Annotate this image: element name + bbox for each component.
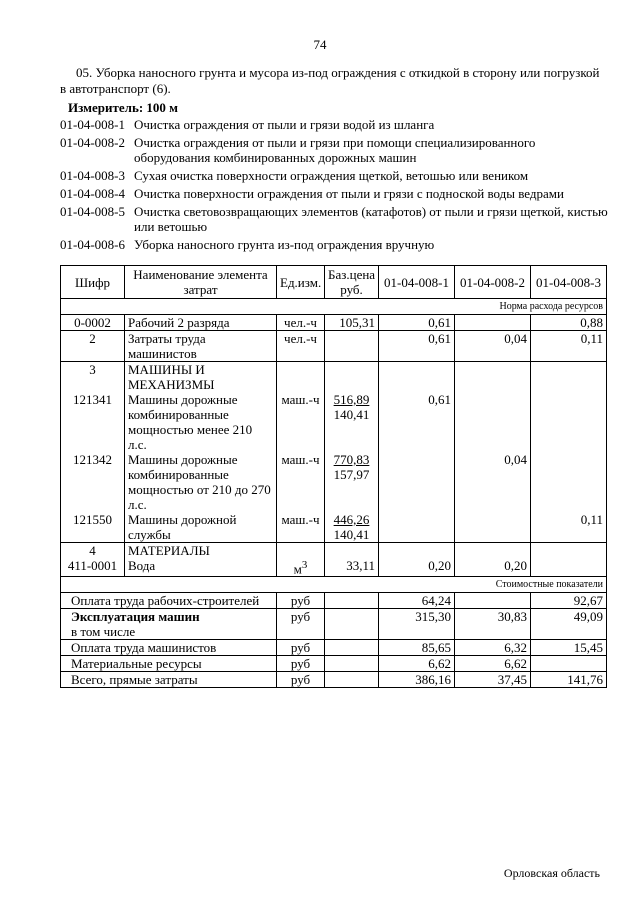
cell-name: Затраты труда машинистов [125, 331, 277, 362]
cell-value [455, 512, 531, 543]
cell-name: Машины дорожные комбинированные мощностью от 210 до 270 л.с. [125, 452, 277, 512]
header-name: Наименование элемента затрат [125, 266, 277, 299]
table-header-row [61, 266, 607, 299]
cost-unit: руб [277, 656, 325, 672]
cost-value: 315,30 [379, 609, 455, 640]
cell-price: 105,31 [325, 315, 379, 331]
list-item [60, 204, 610, 234]
header-unit: Ед.изм. [277, 266, 325, 299]
item-text: Очистка поверхности ограждения от пыли и грязи с подноской воды ведрами [134, 186, 564, 201]
cost-label: Оплата труда машинистов [61, 640, 277, 656]
cell-code: 121341 [61, 392, 125, 452]
cell-code: 121550 [61, 512, 125, 543]
table-row [61, 362, 607, 393]
cost-value [455, 593, 531, 609]
cost-unit: руб [277, 609, 325, 640]
cost-caption-row [61, 577, 607, 593]
cost-row [61, 656, 607, 672]
cell-value [455, 392, 531, 452]
item-code: 01-04-008-6 [60, 237, 125, 252]
cell-price [325, 331, 379, 362]
cell-code: 121342 [61, 452, 125, 512]
cell-price [325, 392, 379, 452]
norm-caption-row [61, 299, 607, 315]
cell-code: 0-0002 [61, 315, 125, 331]
cost-value: 64,24 [379, 593, 455, 609]
cell-unit: маш.-ч [277, 512, 325, 543]
cell-unit: маш.-ч [277, 392, 325, 452]
cost-value: 49,09 [531, 609, 607, 640]
header-col-1: 01-04-008-1 [379, 266, 455, 299]
item-text: Сухая очистка поверхности ограждения щеткой, ветошью или веником [134, 168, 529, 183]
item-code: 01-04-008-2 [60, 135, 125, 150]
table-row [61, 392, 607, 452]
cost-value: 6,62 [455, 656, 531, 672]
cell-value: 0,04 [455, 452, 531, 512]
cost-sublabel: в том числе [71, 624, 136, 640]
table-row [61, 315, 607, 331]
item-text: Очистка ограждения от пыли и грязи при помощи специализированного оборудования комбинированных дорожных машин [134, 135, 536, 165]
cell-value: 0,61 [379, 315, 455, 331]
table-row [61, 512, 607, 543]
header-code: Шифр [61, 266, 125, 299]
cost-caption: Стоимостные показатели [61, 577, 607, 593]
cost-value: 85,65 [379, 640, 455, 656]
cell-value: 0,88 [531, 315, 607, 331]
item-text: Очистка световозвращающих элементов (катафотов) от пыли и грязи щеткой, кистью или ветошью [134, 204, 608, 234]
section-heading: 05. Уборка наносного грунта и мусора из-под ограждения с откидкой в сторону или погрузкой в автотранспорт (6). [60, 65, 600, 96]
norm-caption: Норма расхода ресурсов [61, 299, 607, 315]
list-item [60, 135, 610, 165]
cell-unit [277, 558, 325, 577]
cell-name: Вода [125, 558, 277, 577]
list-item [60, 186, 610, 201]
cell-section-title: МАШИНЫ И МЕХАНИЗМЫ [125, 362, 277, 393]
cost-label: Оплата труда рабочих-строителей [61, 593, 277, 609]
cost-row [61, 593, 607, 609]
cell-code: 2 [61, 331, 125, 362]
cell-code: 3 [61, 362, 125, 393]
cell-section-title: МАТЕРИАЛЫ [125, 543, 277, 559]
list-item [60, 237, 610, 252]
cell-code: 411-0001 [61, 558, 125, 577]
cell-value: 0,11 [531, 331, 607, 362]
cell-unit: чел.-ч [277, 331, 325, 362]
cell-price: 33,11 [325, 558, 379, 577]
item-code: 01-04-008-3 [60, 168, 125, 183]
cost-label-cell [61, 609, 277, 640]
cost-value: 30,83 [455, 609, 531, 640]
cell-value [379, 452, 455, 512]
cell-value: 0,20 [455, 558, 531, 577]
page-footer: Орловская область [503, 866, 600, 880]
cell-value: 0,04 [455, 331, 531, 362]
cell-value [531, 558, 607, 577]
cost-value: 386,16 [379, 672, 455, 688]
cell-value: 0,11 [531, 512, 607, 543]
cell-price [325, 452, 379, 512]
cost-unit: руб [277, 640, 325, 656]
cell-name: Машины дорожной службы [125, 512, 277, 543]
header-col-2: 01-04-008-2 [455, 266, 531, 299]
cost-row [61, 609, 607, 640]
cost-value: 6,62 [379, 656, 455, 672]
page-number: 74 [313, 37, 327, 52]
cost-value: 6,32 [455, 640, 531, 656]
cost-value: 141,76 [531, 672, 607, 688]
cell-value: 0,61 [379, 331, 455, 362]
header-price: Баз.цена руб. [325, 266, 379, 299]
price-top: 516,89 [333, 392, 370, 407]
cost-unit: руб [277, 672, 325, 688]
cell-value [531, 392, 607, 452]
cost-value: 37,45 [455, 672, 531, 688]
unit-text: м [293, 561, 302, 577]
table-row [61, 331, 607, 362]
item-code: 01-04-008-4 [60, 186, 125, 201]
table-row [61, 543, 607, 559]
table-row [61, 452, 607, 512]
cost-row [61, 672, 607, 688]
cost-value [531, 656, 607, 672]
price-top: 770,83 [333, 452, 370, 467]
cost-value: 92,67 [531, 593, 607, 609]
table-row [61, 558, 607, 577]
cell-name: Машины дорожные комбинированные мощностью менее 210 л.с. [125, 392, 277, 452]
cost-row [61, 640, 607, 656]
cell-value [531, 452, 607, 512]
item-text: Очистка ограждения от пыли и грязи водой из шланга [134, 117, 435, 132]
cell-value: 0,20 [379, 558, 455, 577]
work-items-list [60, 117, 610, 255]
item-code: 01-04-008-5 [60, 204, 125, 219]
cost-label: Эксплуатация машин [71, 609, 200, 625]
price-bottom: 157,97 [333, 467, 370, 482]
price-bottom: 140,41 [333, 527, 370, 542]
list-item [60, 168, 610, 183]
cell-code: 4 [61, 543, 125, 559]
cost-label: Всего, прямые затраты [61, 672, 277, 688]
item-code: 01-04-008-1 [60, 117, 125, 132]
cell-unit: чел.-ч [277, 315, 325, 331]
cost-label: Материальные ресурсы [61, 656, 277, 672]
item-text: Уборка наносного грунта из-под ограждения вручную [134, 237, 435, 252]
cell-value [379, 512, 455, 543]
cost-value: 15,45 [531, 640, 607, 656]
list-item [60, 117, 610, 132]
header-col-3: 01-04-008-3 [531, 266, 607, 299]
cell-value: 0,61 [379, 392, 455, 452]
cell-name: Рабочий 2 разряда [125, 315, 277, 331]
cell-price [325, 512, 379, 543]
cell-unit: маш.-ч [277, 452, 325, 512]
resource-table [60, 265, 607, 688]
unit-superscript: 3 [301, 559, 308, 571]
cost-unit: руб [277, 593, 325, 609]
price-top: 446,26 [333, 512, 370, 527]
price-bottom: 140,41 [333, 407, 370, 422]
measure-unit: Измеритель: 100 м [68, 100, 179, 115]
cell-value [455, 315, 531, 331]
